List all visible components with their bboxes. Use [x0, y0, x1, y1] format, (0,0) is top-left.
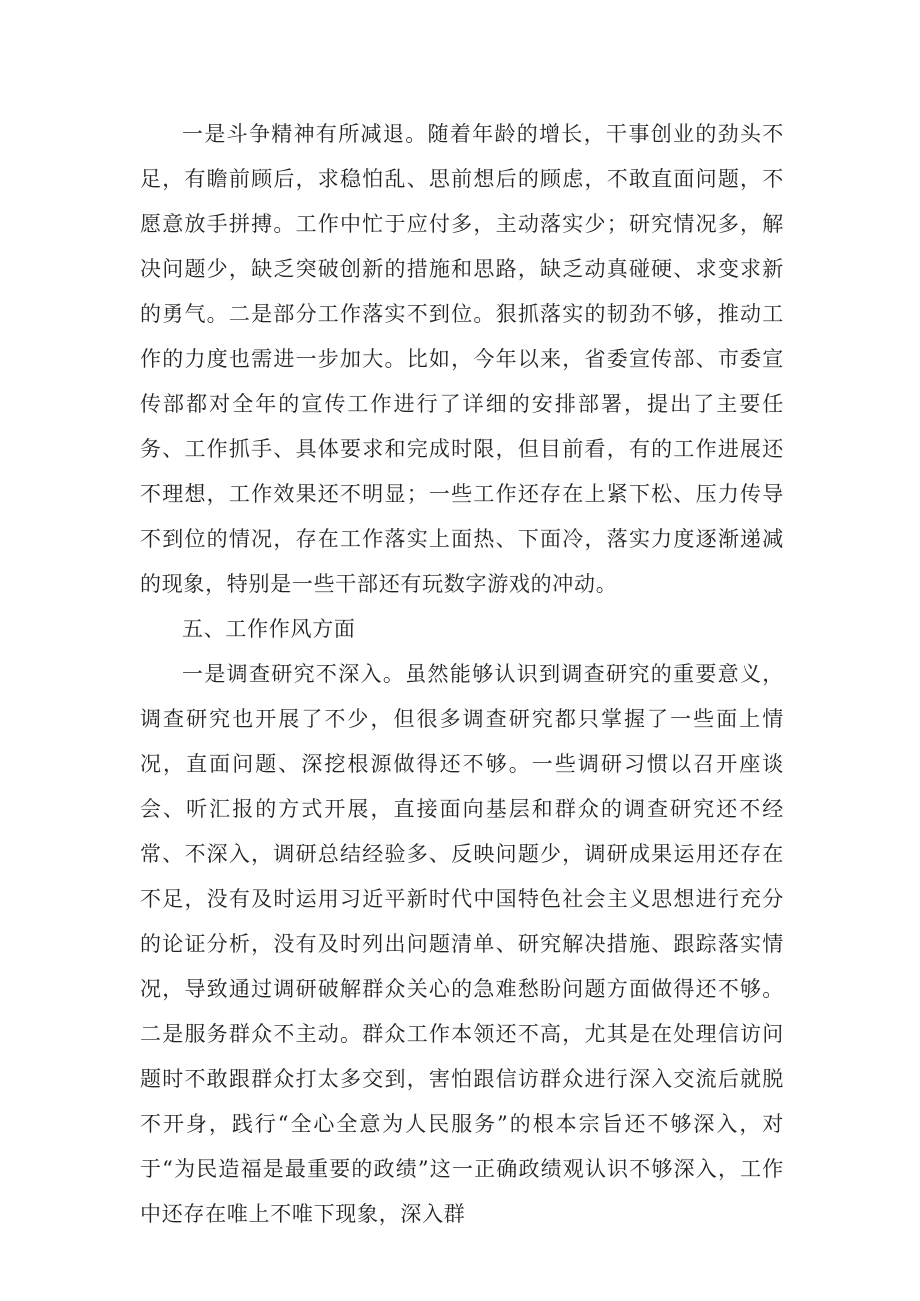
section-heading-work-style: 五、工作作风方面 [182, 617, 356, 641]
document-body [140, 112, 784, 1237]
paragraph-struggle-spirit: 一是斗争精神有所减退。随着年龄的增长，干事创业的劲头不足，有瞻前顾后，求稳怕乱、思前想后的顾虑，不敢直面问题，不愿意放手拼搏。工作中忙于应付多，主动落实少；研究情况多，解决问题少，缺乏突破创新的措施和思路，缺乏动真碰硬、求变求新的勇气。二是部分工作落实不到位。狠抓落实的韧劲不够，推动工作的力度也需进一步加大。比如，今年以来，省委宣传部、市委宣传部都对全年的宣传工作进行了详细的安排部署，提出了主要任务、工作抓手、具体要求和完成时限，但目前看，有的工作进展还不理想，工作效果还不明显；一些工作还存在上紧下松、压力传导不到位的情况，存在工作落实上面热、下面冷，落实力度逐渐递减的现象，特别是一些干部还有玩数字游戏的冲动。 [140, 122, 784, 596]
paragraph-investigation-research: 一是调查研究不深入。虽然能够认识到调查研究的重要意义，调查研究也开展了不少，但很多调查研究都只掌握了一些面上情况，直面问题、深挖根源做得还不够。一些调研习惯以召开座谈会、听汇报的方式开展，直接面向基层和群众的调查研究还不经常、不深入，调研总结经验多、反映问题少，调研成果运用还存在不足，没有及时运用习近平新时代中国特色社会主义思想进行充分的论证分析，没有及时列出问题清单、研究解决措施、跟踪落实情况，导致通过调研破解群众关心的急难愁盼问题方面做得还不够。二是服务群众不主动。群众工作本领还不高，尤其是在处理信访问题时不敢跟群众打太多交到，害怕跟信访群众进行深入交流后就脱不开身，践行“全心全意为人民服务”的根本宗旨还不够深入，对于“为民造福是最重要的政绩”这一正确政绩观认识不够深入，工作中还存在唯上不唯下现象，深入群 [140, 662, 784, 1226]
